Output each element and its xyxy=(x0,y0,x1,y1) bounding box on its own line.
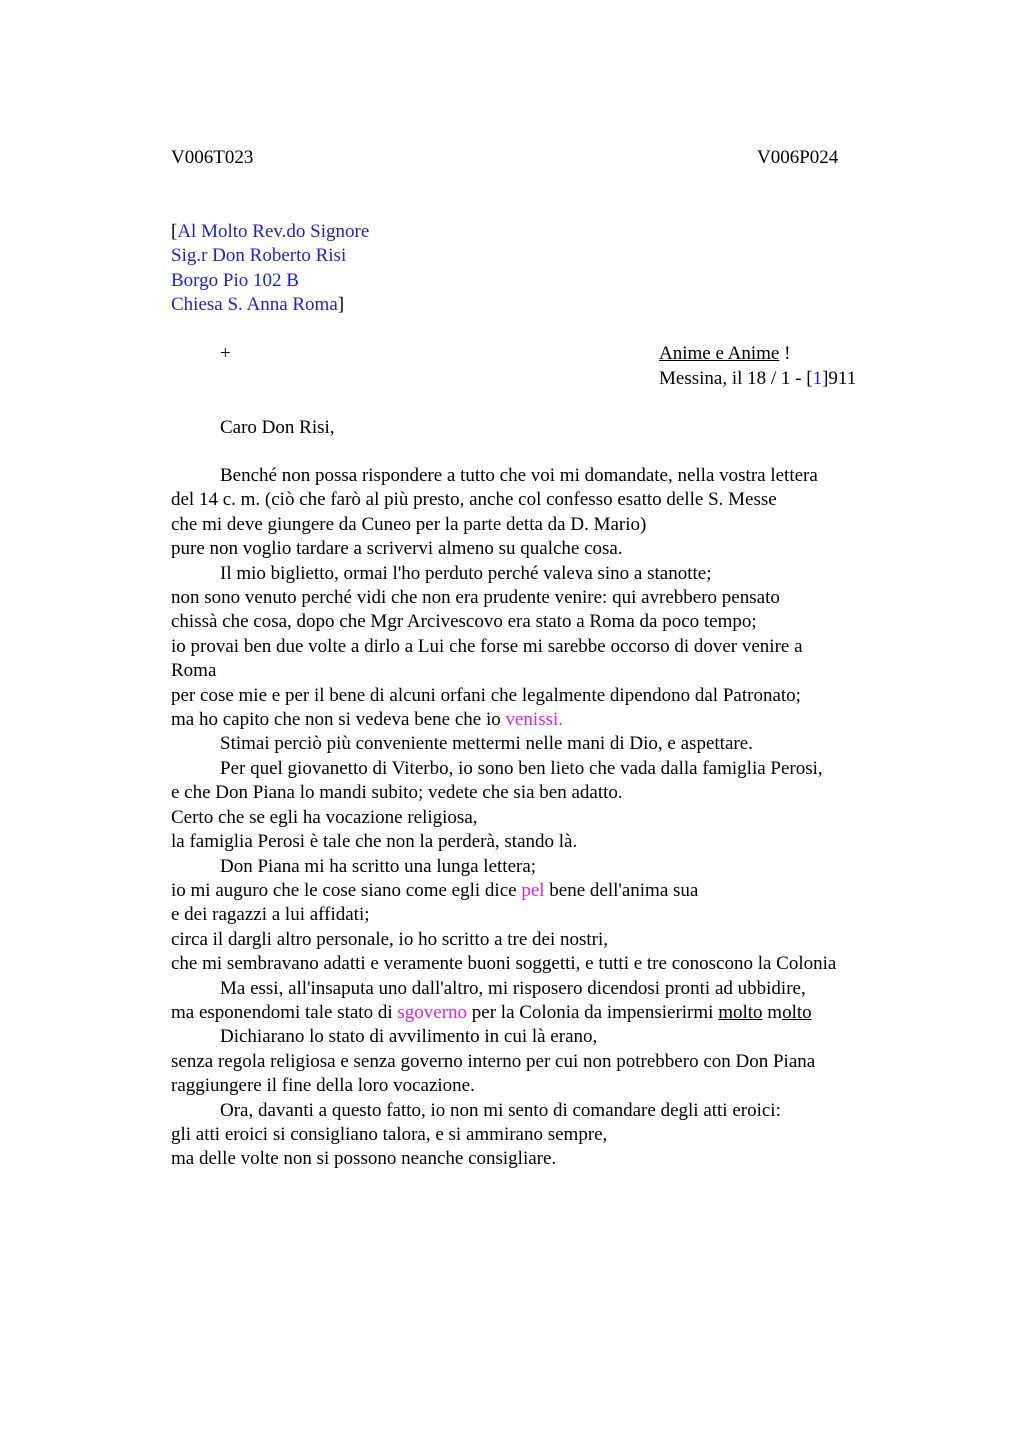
salutation: Caro Don Risi, xyxy=(220,417,335,438)
body-line: non sono venuto perché vidi che non era prudente venire: qui avrebbero pensato xyxy=(171,587,780,609)
body-line: e che Don Piana lo mandi subito; vedete che sia ben adatto. xyxy=(171,782,623,804)
body-line: che mi sembravano adatti e veramente buoni soggetti, e tutti e tre conoscono la Colonia xyxy=(171,953,837,975)
body-text: per la Colonia da impensierirmi xyxy=(467,1001,719,1023)
motto-text: Anime e Anime xyxy=(659,343,780,364)
body-line: chissà che cosa, dopo che Mgr Arcivescovo era stato a Roma da poco tempo; xyxy=(171,611,757,633)
body-line: e dei ragazzi a lui affidati; xyxy=(171,904,370,926)
address-text-1: Al Molto Rev.do Signore xyxy=(177,221,370,242)
highlight-word: pel xyxy=(521,879,545,901)
body-line: Benché non possa rispondere a tutto che voi mi domandate, nella vostra lettera xyxy=(220,465,818,486)
body-line: Ora, davanti a questo fatto, io non mi sento di comandare degli atti eroici: xyxy=(220,1099,781,1121)
body-line: del 14 c. m. (ciò che farò al più presto, anche col confesso esatto delle S. Messe xyxy=(171,489,777,511)
body-line: che mi deve giungere da Cuneo per la parte detta da D. Mario) xyxy=(171,513,647,535)
letter-body xyxy=(171,464,931,1172)
body-line: Il mio biglietto, ormai l'ho perduto perché valeva sino a stanotte; xyxy=(220,562,712,584)
motto xyxy=(659,342,790,366)
body-line: Per quel giovanetto di Viterbo, io sono ben lieto che vada dalla famiglia Perosi, xyxy=(220,757,823,779)
address-block xyxy=(171,220,369,318)
body-line: Ma essi, all'insaputa uno dall'altro, mi risposero dicendosi pronti ad ubbidire, xyxy=(220,977,806,999)
body-line: pure non voglio tardare a scrivervi almeno su qualche cosa. xyxy=(171,538,623,560)
close-bracket: ] xyxy=(337,294,345,316)
body-text: ma ho capito che non si vedeva bene che io xyxy=(171,709,506,731)
body-line: Certo che se egli ha vocazione religiosa, xyxy=(171,806,478,828)
dateline-bracket-num: 1 xyxy=(812,368,823,389)
underlined-word: molto xyxy=(718,1001,763,1023)
dateline xyxy=(659,367,856,391)
body-line xyxy=(171,879,931,903)
body-line: Roma xyxy=(171,660,217,682)
address-line-3: Borgo Pio 102 B xyxy=(171,269,299,291)
body-line: circa il dargli altro personale, io ho scritto a tre dei nostri, xyxy=(171,928,609,950)
body-text: io mi auguro che le cose siano come egli dice xyxy=(171,879,522,901)
body-line: la famiglia Perosi è tale che non la perderà, stando là. xyxy=(171,831,578,853)
body-line: Dichiarano lo stato di avvilimento in cui là erano, xyxy=(220,1026,598,1048)
document-code-right: V006P024 xyxy=(757,147,839,168)
body-line: gli atti eroici si consigliano talora, e si ammirano sempre, xyxy=(171,1123,608,1145)
body-line: senza regola religiosa e senza governo interno per cui non potrebbero con Don Piana xyxy=(171,1050,816,1072)
body-line: per cose mie e per il bene di alcuni orfani che legalmente dipendono dal Patronato; xyxy=(171,684,801,706)
dateline-after: ]911 xyxy=(822,368,857,389)
dateline-before: Messina, il 18 / 1 - [ xyxy=(659,368,813,389)
body-text: ma esponendomi tale stato di xyxy=(171,1001,398,1023)
body-line xyxy=(171,708,931,732)
address-line-4 xyxy=(171,293,369,317)
address-line-2: Sig.r Don Roberto Risi xyxy=(171,245,347,267)
body-line: raggiungere il fine della loro vocazione. xyxy=(171,1075,475,1097)
body-line: ma delle volte non si possono neanche consigliare. xyxy=(171,1148,557,1170)
highlight-word: sgoverno xyxy=(397,1001,468,1023)
address-text-4: Chiesa S. Anna Roma xyxy=(171,294,338,316)
body-line: io provai ben due volte a dirlo a Lui che forse mi sarebbe occorso di dover venire a xyxy=(171,635,803,657)
body-text: bene dell'anima sua xyxy=(544,879,699,901)
cross-mark: + xyxy=(220,343,231,364)
body-line xyxy=(171,1001,931,1025)
highlight-word: venissi. xyxy=(505,709,564,731)
open-bracket: [ xyxy=(171,221,178,242)
body-line: Don Piana mi ha scritto una lunga lettera; xyxy=(220,855,537,877)
address-line-1 xyxy=(171,220,369,244)
body-text: m xyxy=(762,1001,783,1023)
underlined-word: olto xyxy=(782,1001,812,1023)
body-line: Stimai perciò più conveniente mettermi nelle mani di Dio, e aspettare. xyxy=(220,733,753,755)
document-code-left: V006T023 xyxy=(171,147,254,168)
motto-suffix: ! xyxy=(779,343,791,364)
